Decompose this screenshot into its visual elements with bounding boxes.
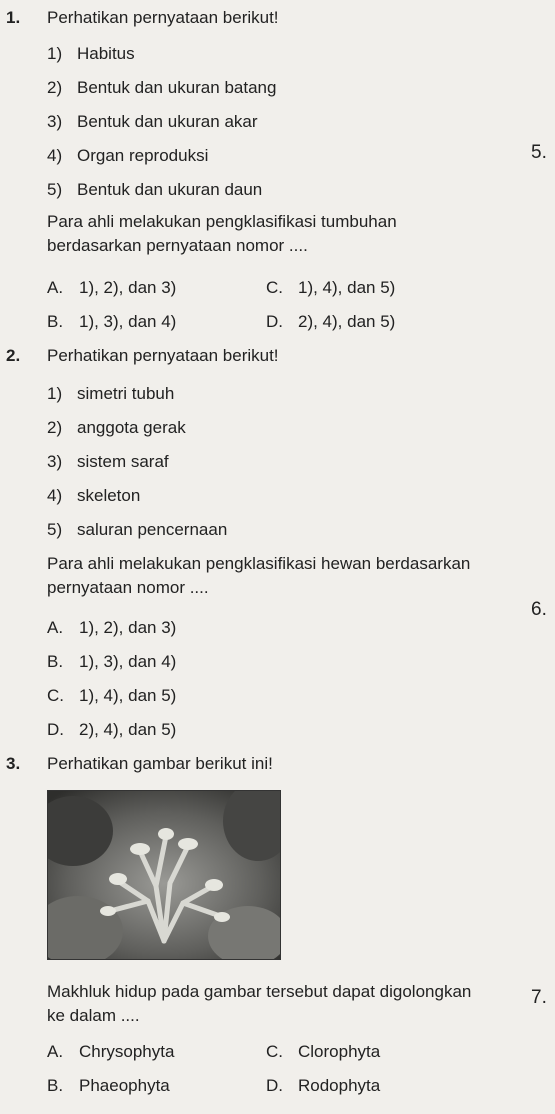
option-text: Chrysophyta xyxy=(79,1042,175,1061)
option-text: Rodophyta xyxy=(298,1076,381,1095)
item-text: Bentuk dan ukuran akar xyxy=(77,112,258,131)
option-text: 1), 3), dan 4) xyxy=(79,312,177,331)
item-text: simetri tubuh xyxy=(77,384,175,403)
option-letter: A. xyxy=(47,278,64,297)
option-letter: C. xyxy=(47,686,64,705)
item-text: Organ reproduksi xyxy=(77,146,209,165)
side-number-6: 6. xyxy=(531,599,547,620)
q1-question: Para ahli melakukan pengklasifikasi tumbuhan berdasarkan pernyataan nomor .... xyxy=(47,212,397,255)
q2-option-d[interactable] xyxy=(47,720,176,740)
option-text: 1), 4), dan 5) xyxy=(298,278,396,297)
item-number: 1) xyxy=(47,44,63,63)
q3-question: Makhluk hidup pada gambar tersebut dapat digolongkan ke dalam .... xyxy=(47,982,472,1025)
q2-option-b[interactable] xyxy=(47,652,176,672)
item-text: skeleton xyxy=(77,486,141,505)
q3-number: 3. xyxy=(6,754,21,773)
option-letter: B. xyxy=(47,312,64,331)
organism-photo-graphic xyxy=(48,791,280,959)
option-text: 2), 4), dan 5) xyxy=(79,720,177,739)
q1-item-1 xyxy=(47,44,135,64)
q2-item-3 xyxy=(47,452,169,472)
option-letter: A. xyxy=(47,1042,64,1061)
q1-item-3 xyxy=(47,112,258,132)
side-number-5: 5. xyxy=(531,142,547,163)
side-number-7: 7. xyxy=(531,987,547,1008)
option-letter: D. xyxy=(47,720,64,739)
item-text: Bentuk dan ukuran batang xyxy=(77,78,277,97)
option-letter: C. xyxy=(266,1042,283,1061)
option-text: 2), 4), dan 5) xyxy=(298,312,396,331)
item-text: Bentuk dan ukuran daun xyxy=(77,180,263,199)
option-text: 1), 3), dan 4) xyxy=(79,652,177,671)
item-text: sistem saraf xyxy=(77,452,169,471)
item-text: anggota gerak xyxy=(77,418,186,437)
q1-option-d[interactable] xyxy=(266,312,395,332)
item-number: 2) xyxy=(47,78,63,97)
option-text: 1), 2), dan 3) xyxy=(79,278,177,297)
q1-option-c[interactable] xyxy=(266,278,395,298)
q2-option-c[interactable] xyxy=(47,686,176,706)
q2-item-1 xyxy=(47,384,174,404)
option-letter: B. xyxy=(47,652,64,671)
item-number: 3) xyxy=(47,452,63,471)
item-number: 4) xyxy=(47,486,63,505)
q1-option-b[interactable] xyxy=(47,312,176,332)
item-number: 3) xyxy=(47,112,63,131)
option-letter: C. xyxy=(266,278,283,297)
q1-item-2 xyxy=(47,78,276,98)
item-text: Habitus xyxy=(77,44,135,63)
q1-item-4 xyxy=(47,146,208,166)
option-text: Phaeophyta xyxy=(79,1076,170,1095)
item-text: saluran pencernaan xyxy=(77,520,228,539)
option-text: Clorophyta xyxy=(298,1042,381,1061)
option-letter: B. xyxy=(47,1076,64,1095)
q3-option-a[interactable] xyxy=(47,1042,174,1062)
item-number: 2) xyxy=(47,418,63,437)
q1-title: Perhatikan pernyataan berikut! xyxy=(47,8,279,27)
q1-number: 1. xyxy=(6,8,21,27)
option-text: 1), 2), dan 3) xyxy=(79,618,177,637)
q3-option-d[interactable] xyxy=(266,1076,380,1096)
q1-item-5 xyxy=(47,180,262,200)
q3-option-c[interactable] xyxy=(266,1042,380,1062)
option-text: 1), 4), dan 5) xyxy=(79,686,177,705)
option-letter: A. xyxy=(47,618,64,637)
q3-option-b[interactable] xyxy=(47,1076,170,1096)
q1-option-a[interactable] xyxy=(47,278,176,298)
q3-title: Perhatikan gambar berikut ini! xyxy=(47,754,273,773)
q2-item-4 xyxy=(47,486,140,506)
q2-item-2 xyxy=(47,418,186,438)
q2-title: Perhatikan pernyataan berikut! xyxy=(47,346,279,365)
q2-item-5 xyxy=(47,520,227,540)
option-letter: D. xyxy=(266,1076,283,1095)
q2-number: 2. xyxy=(6,346,21,365)
item-number: 1) xyxy=(47,384,63,403)
organism-photo xyxy=(47,790,281,960)
option-letter: D. xyxy=(266,312,283,331)
q2-question: Para ahli melakukan pengklasifikasi hewan berdasarkan pernyataan nomor .... xyxy=(47,554,471,597)
item-number: 4) xyxy=(47,146,63,165)
q2-option-a[interactable] xyxy=(47,618,176,638)
item-number: 5) xyxy=(47,180,63,199)
item-number: 5) xyxy=(47,520,63,539)
